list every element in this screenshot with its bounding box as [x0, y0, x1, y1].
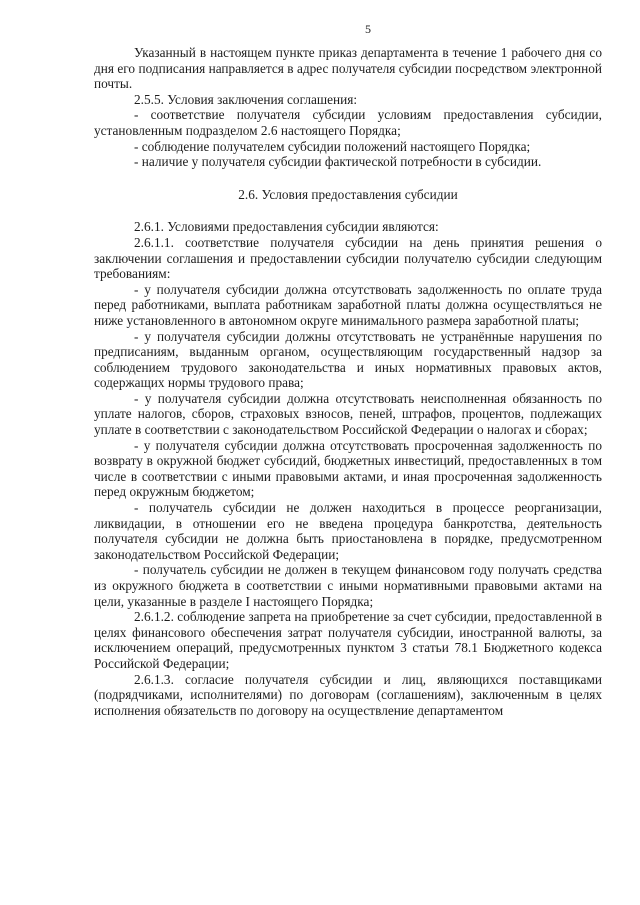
paragraph: 2.6.1.1. соответствие получателя субсидии на день принятия решения о заключении соглашения и предоставлении субсидии получателю субсидии следующим требованиям: [94, 234, 602, 282]
list-item: - получатель субсидии не должен находиться в процессе реорганизации, ликвидации, в отношении его не введена процедура банкротства, деятельность получателя субсидии не должна быть приостановлена в порядке, предусмотренном законодательством Российской Федерации; [94, 500, 602, 562]
section-title: 2.6. Условия предоставления субсидии [238, 186, 458, 202]
list-item: - у получателя субсидии должны отсутствовать не устранённые нарушения по предписаниям, выданным органом, осуществляющим государственный надзор за соблюдением трудового законодательства и иных нормативных правовых актов, содержащих нормы трудового права; [94, 328, 602, 391]
paragraph: 2.5.5. Условия заключения соглашения: [134, 91, 358, 107]
list-item: - получатель субсидии не должен в текущем финансовом году получать средства из окружного бюджета в соответствии с иными нормативными правовыми актами на цели, указанные в разделе I настоящего Порядка; [94, 562, 602, 609]
paragraph: 2.6.1.2. соблюдение запрета на приобретение за счет субсидии, предоставленной в целях финансового обеспечения затрат получателя субсидии, иностранной валюты, за исключением операций, предусмотренных пунктом 3 статьи 78.1 Бюджетного кодекса Российской Федерации; [94, 609, 602, 671]
list-item: - у получателя субсидии должна отсутствовать просроченная задолженность по возврату в окружной бюджет субсидий, бюджетных инвестиций, предоставленных в том числе в соответствии с иными правовыми актами, и иная просроченная задолженность перед окружным бюджетом; [94, 437, 602, 500]
list-item: - у получателя субсидии должна отсутствовать задолженность по оплате труда перед работниками, выплата работникам заработной платы должна осуществляться не ниже установленного в автономном округе минимального размера заработной платы; [94, 281, 602, 328]
list-item: - наличие у получателя субсидии фактической потребности в субсидии. [134, 154, 542, 170]
paragraph: 2.6.1.3. согласие получателя субсидии и лиц, являющихся поставщиками (подрядчиками, исполнителями) по договорам (соглашениям), заключенным в целях исполнения обязательств по договору на осуществление департаментом [94, 671, 602, 718]
page-number: 5 [365, 22, 371, 36]
paragraph: Указанный в настоящем пункте приказ департамента в течение 1 рабочего дня со дня его подписания направляется в адрес получателя субсидии посредством электронной почты. [94, 45, 602, 92]
list-item: - у получателя субсидии должна отсутствовать неисполненная обязанность по уплате налогов, сборов, страховых взносов, пеней, штрафов, процентов, подлежащих уплате в соответствии с законодательством Российской Федерации о налогах и сборах; [94, 390, 602, 438]
paragraph: 2.6.1. Условиями предоставления субсидии являются: [134, 219, 439, 235]
list-item: - соответствие получателя субсидии условиям предоставления субсидии, установленным подразделом 2.6 настоящего Порядка; [94, 107, 602, 138]
list-item: - соблюдение получателем субсидии положений настоящего Порядка; [134, 138, 531, 154]
